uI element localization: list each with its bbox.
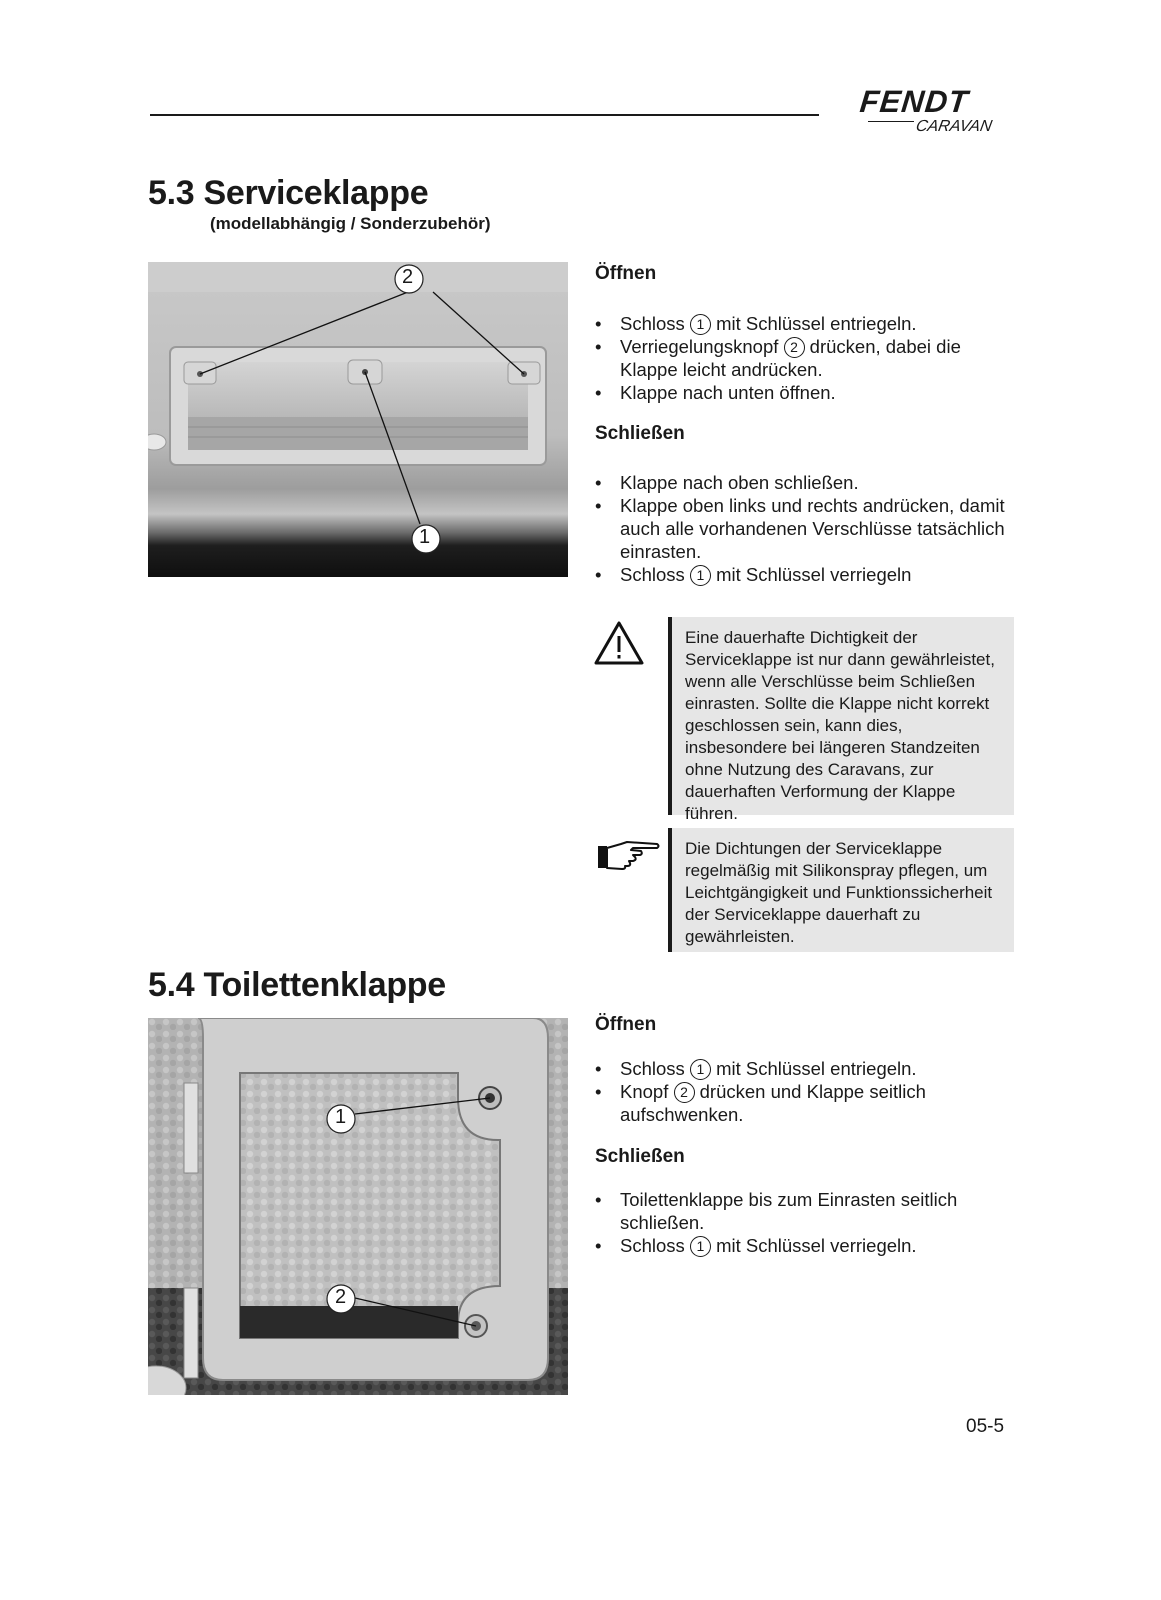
pointing-hand-icon [597,838,661,872]
header-rule [150,114,819,116]
callout-number: 2 [674,1082,695,1103]
open-heading: Öffnen [595,263,657,284]
fendt-caravan-logo [860,84,1010,144]
toilet-flap-photo [148,1018,568,1395]
list-item: • Klappe nach oben schließen. [595,472,859,493]
close-heading: Schließen [595,1146,685,1167]
section-53-subtitle: (modellabhängig / Sonderzubehör) [210,214,491,233]
list-item: • Schloss 1 mit Schlüssel verriegeln [595,564,912,585]
list-item: • Schloss 1 mit Schlüssel entriegeln. [595,313,917,334]
list-item: • Toilettenklappe bis zum Einrasten seitlich schließen. [595,1189,958,1233]
list-item: • Verriegelungsknopf 2 drücken, dabei die Klappe leicht andrücken. [595,336,961,380]
list-item: • Klappe nach unten öffnen. [595,382,836,403]
callout-label: 2 [335,1286,347,1308]
close-steps-list [595,1188,1015,1257]
open-heading: Öffnen [595,1014,657,1035]
open-steps-list [595,312,1015,404]
warning-box: Eine dauerhafte Dichtigkeit der Serviceklappe ist nur dann gewährleistet, wenn alle Verschlüsse beim Schließen einrasten. Sollte die Klappe nicht korrekt geschlossen sein, kann dies, insbesondere bei längeren Standzeiten ohne Nutzung des Caravans, zur dauerhaften Verformung der Klappe führen. [668,617,1014,815]
callout-number: 1 [690,314,711,335]
logo-main-text: FENDT [858,84,971,119]
list-item: • Schloss 1 mit Schlüssel verriegeln. [595,1235,917,1256]
section-53-title: 5.3 Serviceklappe [148,174,429,212]
callout-number: 2 [784,337,805,358]
callout-label: 2 [402,266,414,288]
list-item: • Klappe oben links und rechts andrücken, damit auch alle vorhandenen Verschlüsse tatsächlich einrasten. [595,495,1005,562]
callout-number: 1 [690,565,711,586]
close-steps-list [595,471,1015,586]
warning-triangle-icon [593,620,645,666]
callout-label: 1 [419,526,431,548]
list-item: • Schloss 1 mit Schlüssel entriegeln. [595,1058,917,1079]
service-flap-photo [148,262,568,577]
list-item: • Knopf 2 drücken und Klappe seitlich aufschwenken. [595,1081,926,1125]
logo-sub-text: CARAVAN [914,118,994,135]
section-54-title: 5.4 Toilettenklappe [148,966,446,1004]
page-number: 05-5 [966,1416,1005,1437]
logo-divider [868,121,914,122]
callout-number: 1 [690,1059,711,1080]
callout-label: 1 [335,1106,347,1128]
tip-box: Die Dichtungen der Serviceklappe regelmäßig mit Silikonspray pflegen, um Leichtgängigkeit und Funktionssicherheit der Serviceklappe dauerhaft zu gewährleisten. [668,828,1014,952]
callout-number: 1 [690,1236,711,1257]
close-heading: Schließen [595,423,685,444]
open-steps-list [595,1057,1015,1126]
